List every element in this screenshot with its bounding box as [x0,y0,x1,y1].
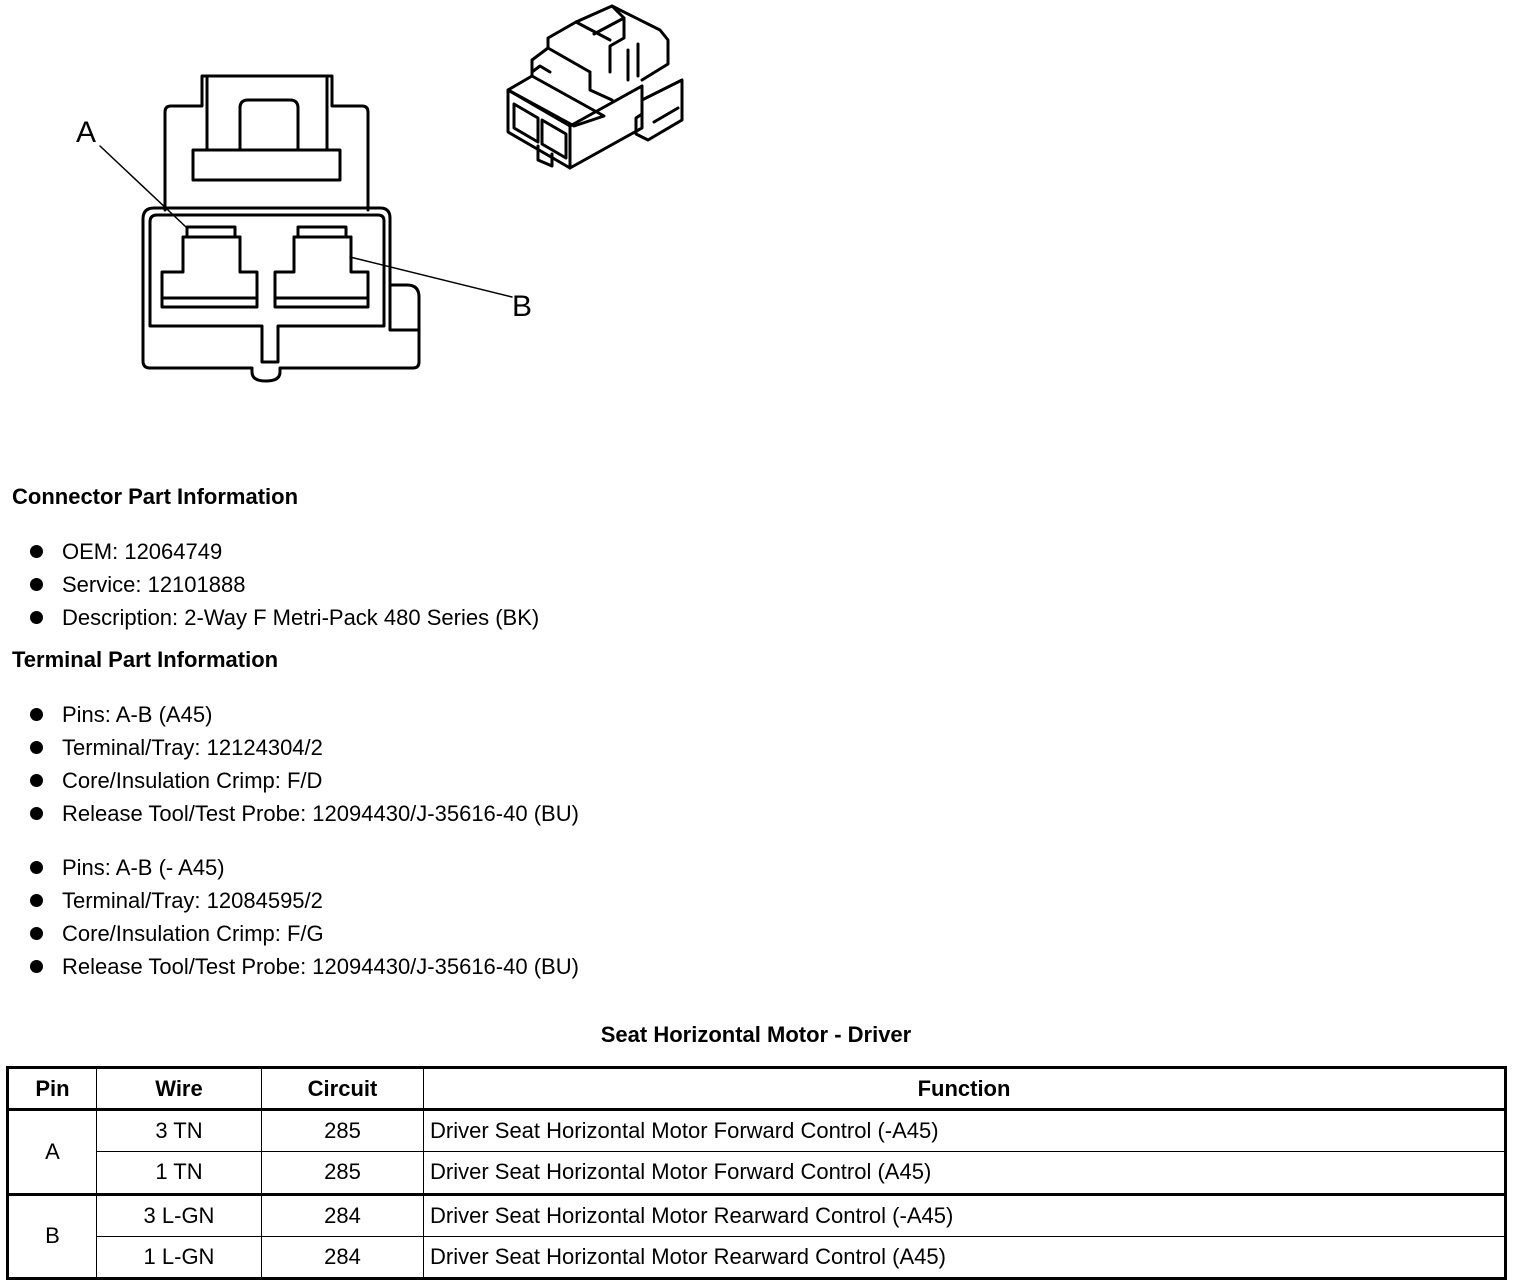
circuit-cell: 285 [262,1152,424,1194]
pin-cell: B [8,1194,97,1279]
header-function: Function [424,1068,1506,1110]
terminal-group-2-list [30,851,579,983]
circuit-cell: 284 [262,1194,424,1236]
function-cell: Driver Seat Horizontal Motor Forward Control (A45) [424,1152,1506,1194]
label-b-leader [350,257,512,297]
release-tool-item: Release Tool/Test Probe: 12094430/J-35616-40 (BU) [30,797,579,830]
header-wire: Wire [97,1068,262,1110]
terminal-part-info-heading: Terminal Part Information [12,647,279,672]
release-tool-item: Release Tool/Test Probe: 12094430/J-35616-40 (BU) [30,950,579,983]
header-pin: Pin [8,1068,97,1110]
connector-face-view [143,76,419,381]
function-cell: Driver Seat Horizontal Motor Rearward Control (A45) [424,1236,1506,1278]
terminal-tray-item: Terminal/Tray: 12124304/2 [30,731,579,764]
pin-b-label: B [512,290,533,323]
description-item: Description: 2-Way F Metri-Pack 480 Series (BK) [30,601,539,634]
table-row [8,1194,1506,1236]
crimp-item: Core/Insulation Crimp: F/D [30,764,579,797]
oem-item: OEM: 12064749 [30,535,539,568]
service-item: Service: 12101888 [30,568,539,601]
header-circuit: Circuit [262,1068,424,1110]
circuit-cell: 285 [262,1110,424,1152]
terminal-tray-item: Terminal/Tray: 12084595/2 [30,884,579,917]
table-title: Seat Horizontal Motor - Driver [600,1022,912,1047]
circuit-cell: 284 [262,1236,424,1278]
pins-item: Pins: A-B (- A45) [30,851,579,884]
table-row [8,1236,1506,1278]
terminal-group-1-list [30,698,579,830]
table-row [8,1152,1506,1194]
connector-part-info-list [30,535,539,634]
table-header-row [8,1068,1506,1110]
function-cell: Driver Seat Horizontal Motor Forward Control (-A45) [424,1110,1506,1152]
table-row [8,1110,1506,1152]
connector-iso-view [508,6,682,168]
connector-part-info-heading: Connector Part Information [12,484,299,509]
pin-a-label: A [76,116,97,149]
wire-cell: 3 TN [97,1110,262,1152]
pin-table [6,1066,1507,1280]
connector-diagram [0,0,720,400]
function-cell: Driver Seat Horizontal Motor Rearward Control (-A45) [424,1194,1506,1236]
wire-cell: 1 TN [97,1152,262,1194]
wire-cell: 1 L-GN [97,1236,262,1278]
wire-cell: 3 L-GN [97,1194,262,1236]
pin-cell: A [8,1110,97,1195]
crimp-item: Core/Insulation Crimp: F/G [30,917,579,950]
pins-item: Pins: A-B (A45) [30,698,579,731]
